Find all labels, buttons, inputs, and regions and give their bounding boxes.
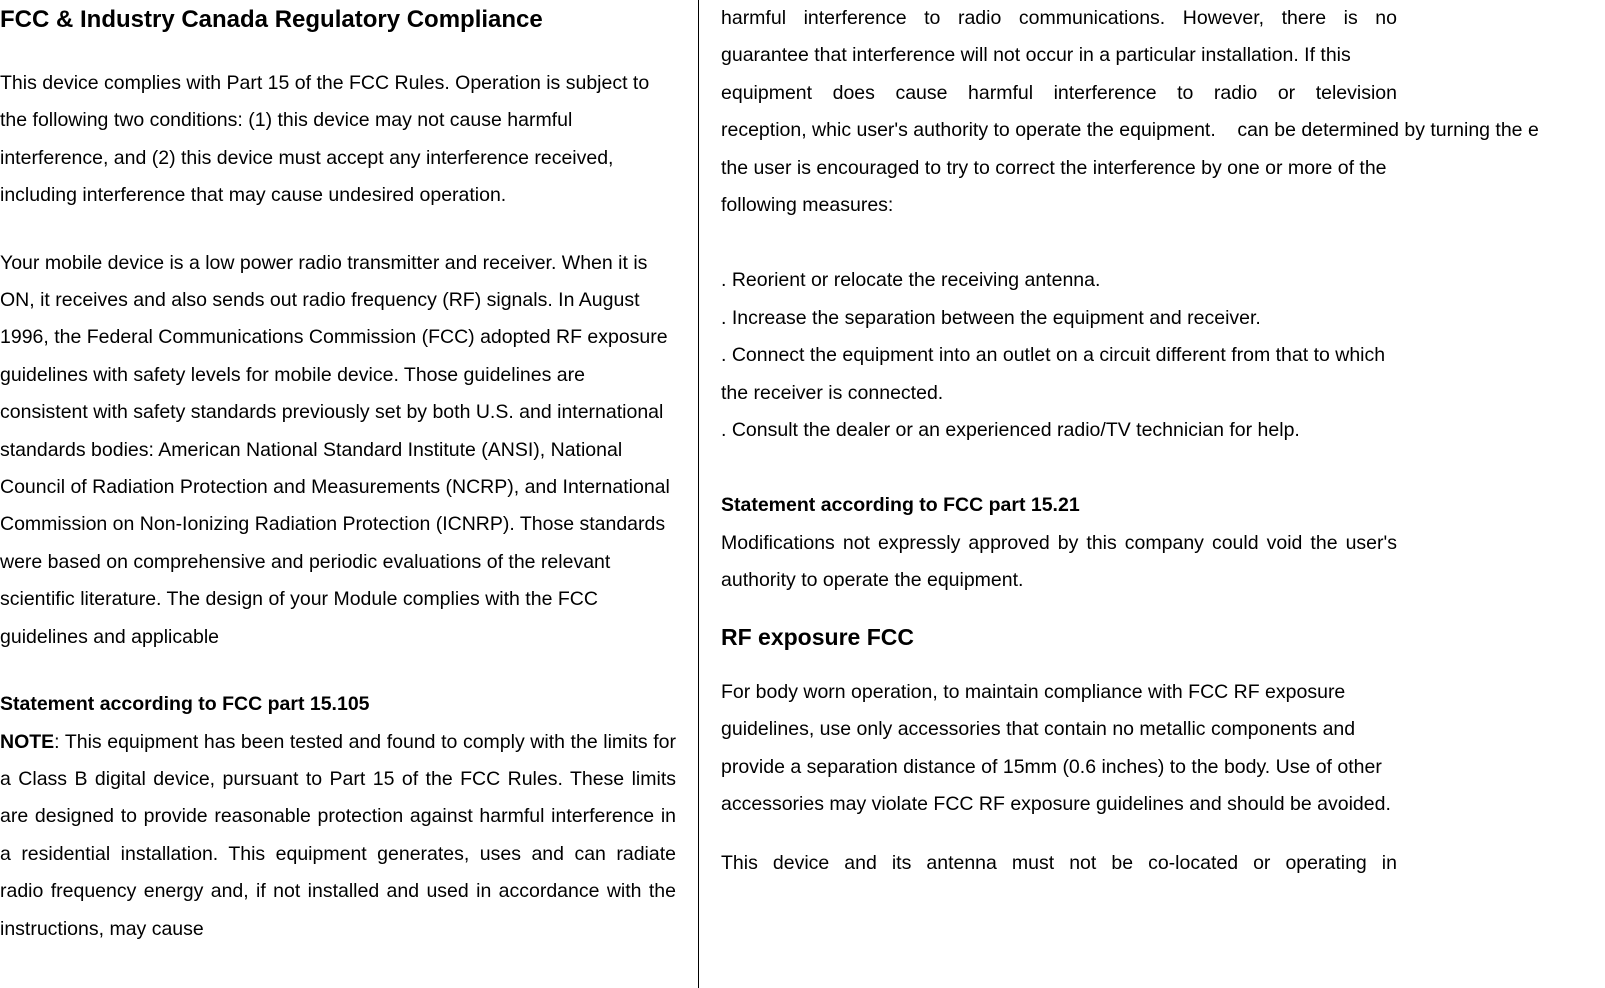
measure-item: . Increase the separation between the equipment and receiver. — [721, 306, 1261, 329]
rf-signals-paragraph: Your mobile device is a low power radio transmitter and receiver. When it is ON, it receives and also sends out radio frequency (RF) signals. In August 1996, the Federal Communications Commission (FCC) adopted RF exposure guidelines with safety levels for mobile device. Those guidelines are consistent with safety standards previously set by both U.S. and international standards bodies: American National Standard Institute (ANSI), National Council of Radiation Protection and Measurements (NCRP), and International Commission on Non-Ionizing Radiation Protection (ICNRP). Those standards were based on comprehensive and periodic evaluations of the relevant scientific literature. The design of your Module complies with the FCC guidelines and applicable — [0, 251, 670, 648]
measure-item: . Reorient or relocate the receiving antenna. — [721, 269, 1101, 292]
continued-line-2: guarantee that interference will not occur in a particular installation. If this — [721, 44, 1351, 67]
compliance-paragraph: This device complies with Part 15 of the FCC Rules. Operation is subject to the following two conditions: (1) this device may not cause harmful interference, and (2) this device must accept any interference received, including interference that may cause undesired operation. — [0, 72, 650, 207]
continued-line-1: harmful interference to radio communications. However, there is no — [721, 7, 1397, 29]
continued-line-3: equipment does cause harmful interference to radio or television — [721, 81, 1397, 104]
continued-tail: the user is encouraged to try to correct the interference by one or more of the following measures: — [721, 156, 1387, 217]
note-paragraph — [0, 724, 676, 948]
statement-15-105-heading: Statement according to FCC part 15.105 — [0, 693, 370, 716]
note-text: : This equipment has been tested and found to comply with the limits for a Class B digital device, pursuant to Part 15 of the FCC Rules. These limits are designed to provide reasonable protection against harmful interference in a residential installation. This equipment generates, uses and can radiate radio frequency energy and, if not installed and used in accordance with the instructions, may cause — [0, 730, 676, 940]
rf-exposure-heading: RF exposure FCC — [721, 623, 914, 650]
statement-15-21-heading: Statement according to FCC part 15.21 — [721, 494, 1080, 517]
colocation-line: This device and its antenna must not be co-located or operating in — [721, 852, 1397, 875]
reception-line: reception, whic user's authority to operate the equipment. can be determined by turning the e — [721, 119, 1539, 142]
rf-exposure-paragraph: For body worn operation, to maintain compliance with FCC RF exposure guidelines, use only accessories that contain no metallic components and provide a separation distance of 15mm (0.6 inches) to the body. Use of other accessories may violate FCC RF exposure guidelines and should be avoided. — [721, 680, 1391, 815]
statement-15-21-text: Modifications not expressly approved by this company could void the user's authority to operate the equipment. — [721, 531, 1397, 592]
right-column — [721, 0, 1539, 883]
column-divider — [698, 0, 699, 988]
document-title: FCC & Industry Canada Regulatory Compliance — [0, 6, 543, 33]
measure-item: . Consult the dealer or an experienced radio/TV technician for help. — [721, 419, 1300, 442]
note-label: NOTE — [0, 730, 55, 753]
measure-item: . Connect the equipment into an outlet on a circuit different from that to which the receiver is connected. — [721, 344, 1386, 404]
left-column — [0, 0, 676, 948]
